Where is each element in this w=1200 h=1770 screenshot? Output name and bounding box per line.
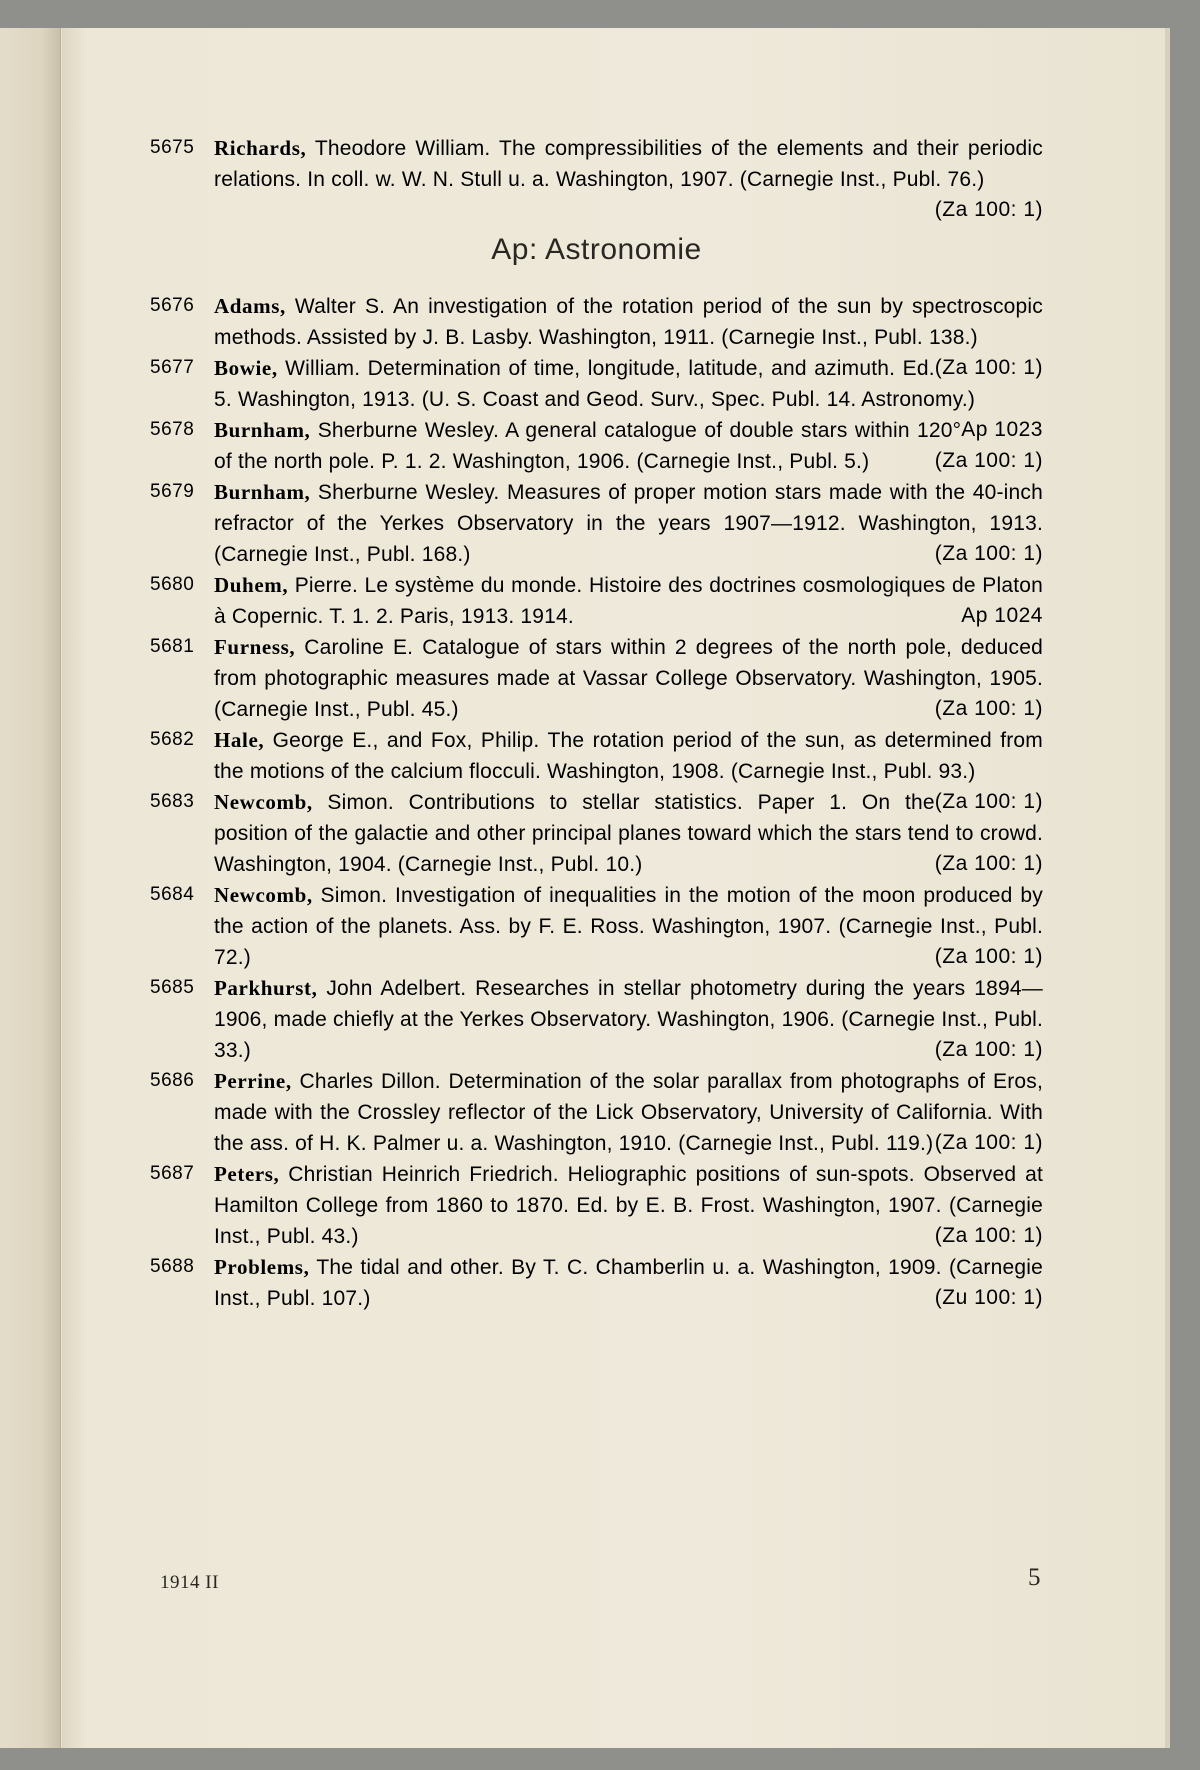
entry-5680 [150,570,1043,632]
shelf-mark: (Zu 100: 1) [934,1286,1043,1309]
entry-text: Charles Dillon. Determination of the solar parallax from photographs of Eros, made with the Crossley reflector of the Lick Observatory, University of California. With the ass. of H. K. Palmer u. a. Washington, 1910. (Carnegie Inst., Publ. 119.) [214,1070,1043,1155]
entry-number: 5683 [150,791,195,812]
entry-text: Caroline E. Catalogue of stars within 2 degrees of the north pole, deduced from photographic measures made at Vassar College Observatory. Washington, 1905. (Carnegie Inst., Publ. 45.) [214,636,1043,721]
entry-number: 5680 [150,574,195,595]
entry-number: 5688 [150,1256,195,1277]
entry-author: Hale, [214,728,265,752]
entry-text: Christian Heinrich Friedrich. Heliographic positions of sun-spots. Observed at Hamilton College from 1860 to 1870. Ed. by E. B. Frost. Washington, 1907. (Carnegie Inst., Publ. 43.) [214,1163,1043,1248]
entry-text: Simon. Contributions to stellar statistics. Paper 1. On the position of the galactie and other principal planes toward which the stars tend to crowd. Washington, 1904. (Carnegie Inst., Publ. 10.) [214,791,1043,876]
entry-number: 5675 [150,137,195,158]
shelf-mark: (Za 100: 1) [934,449,1043,472]
entry-5681 [150,632,1043,725]
entry-author: Furness, [214,635,296,659]
shelf-mark: (Za 100: 1) [934,1224,1043,1247]
shelf-mark: (Za 100: 1) [934,697,1043,720]
entry-text: The tidal and other. By T. C. Chamberlin u. a. Washington, 1909. (Carnegie Inst., Publ. 107.) [214,1256,1043,1310]
entry-number: 5684 [150,884,195,905]
entry-text: William. Determination of time, longitude, latitude, and azimuth. Ed. 5. Washington, 1913. (U. S. Coast and Geod. Surv., Spec. Publ. 14. Astronomy.) [214,357,976,411]
entry-author: Richards, [214,136,307,160]
entry-number: 5686 [150,1070,195,1091]
entry-text: Walter S. An investigation of the rotation period of the sun by spectroscopic methods. Assisted by J. B. Lasby. Washington, 1911. (Carnegie Inst., Publ. 138.) [214,295,1043,349]
entry-5688 [150,1252,1043,1314]
entry-author: Bowie, [214,356,278,380]
entry-author: Newcomb, [214,790,313,814]
entry-author: Peters, [214,1162,280,1186]
entry-5678 [150,415,1043,477]
entry-number: 5677 [150,357,195,378]
entry-number: 5679 [150,481,195,502]
shelf-mark: Ap 1024 [961,604,1043,627]
shelf-mark: (Za 100: 1) [934,1038,1043,1061]
entry-author: Perrine, [214,1069,292,1093]
signature-mark: 1914 II [160,1572,219,1593]
bibliography-list [150,133,1043,1314]
entry-5675 [150,133,1043,221]
entry-text: Sherburne Wesley. Measures of proper motion stars made with the 40-inch refractor of the Yerkes Observatory in the years 1907—1912. Washington, 1913. (Carnegie Inst., Publ. 168.) [214,481,1043,566]
entry-author: Duhem, [214,573,289,597]
shelf-mark: (Za 100: 1) [934,945,1043,968]
page-fore-edge [1165,28,1170,1748]
section-heading: Ap: Astronomie [491,233,702,266]
entry-5686 [150,1066,1043,1159]
shelf-mark: (Za 100: 1) [934,356,1043,379]
shelf-mark: (Za 100: 1) [934,1131,1043,1154]
entry-5683 [150,787,1043,880]
entry-author: Problems, [214,1255,310,1279]
entry-5679 [150,477,1043,570]
entry-author: Burnham, [214,418,311,442]
page-number: 5 [1028,1564,1041,1591]
entry-text: George E., and Fox, Philip. The rotation period of the sun, as determined from the motions of the calcium flocculi. Washington, 1908. (Carnegie Inst., Publ. 93.) [214,729,1043,783]
entry-number: 5681 [150,636,195,657]
entry-number: 5678 [150,419,195,440]
shelf-mark: (Za 100: 1) [934,790,1043,813]
entry-5687 [150,1159,1043,1252]
entry-text: Pierre. Le système du monde. Histoire des doctrines cosmologiques de Platon à Copernic. T. 1. 2. Paris, 1913. 1914. [214,574,1043,628]
entry-text: Sherburne Wesley. A general catalogue of double stars within 120° of the north pole. P. 1. 2. Washington, 1906. (Carnegie Inst., Publ. 5.) [214,419,962,473]
entry-5684 [150,880,1043,973]
shelf-mark: (Za 100: 1) [934,198,1043,221]
entry-author: Parkhurst, [214,976,318,1000]
entry-text: Theodore William. The compressibilities of the elements and their periodic relations. In coll. w. W. N. Stull u. a. Washington, 1907. (Carnegie Inst., Publ. 76.) [214,137,1043,191]
entry-author: Burnham, [214,480,311,504]
entry-number: 5676 [150,295,195,316]
entry-author: Adams, [214,294,286,318]
shelf-mark: Ap 1023 [961,418,1043,441]
previous-page-edge [0,28,61,1748]
shelf-mark: (Za 100: 1) [934,542,1043,565]
entry-number: 5687 [150,1163,195,1184]
entry-5685 [150,973,1043,1066]
entry-text: John Adelbert. Researches in stellar photometry during the years 1894—1906, made chiefly at the Yerkes Observatory. Washington, 1906. (Carnegie Inst., Publ. 33.) [214,977,1043,1062]
entry-number: 5682 [150,729,195,750]
entry-author: Newcomb, [214,883,313,907]
entry-text: Simon. Investigation of inequalities in the motion of the moon produced by the action of the planets. Ass. by F. E. Ross. Washington, 1907. (Carnegie Inst., Publ. 72.) [214,884,1043,969]
entry-number: 5685 [150,977,195,998]
shelf-mark: (Za 100: 1) [934,852,1043,875]
